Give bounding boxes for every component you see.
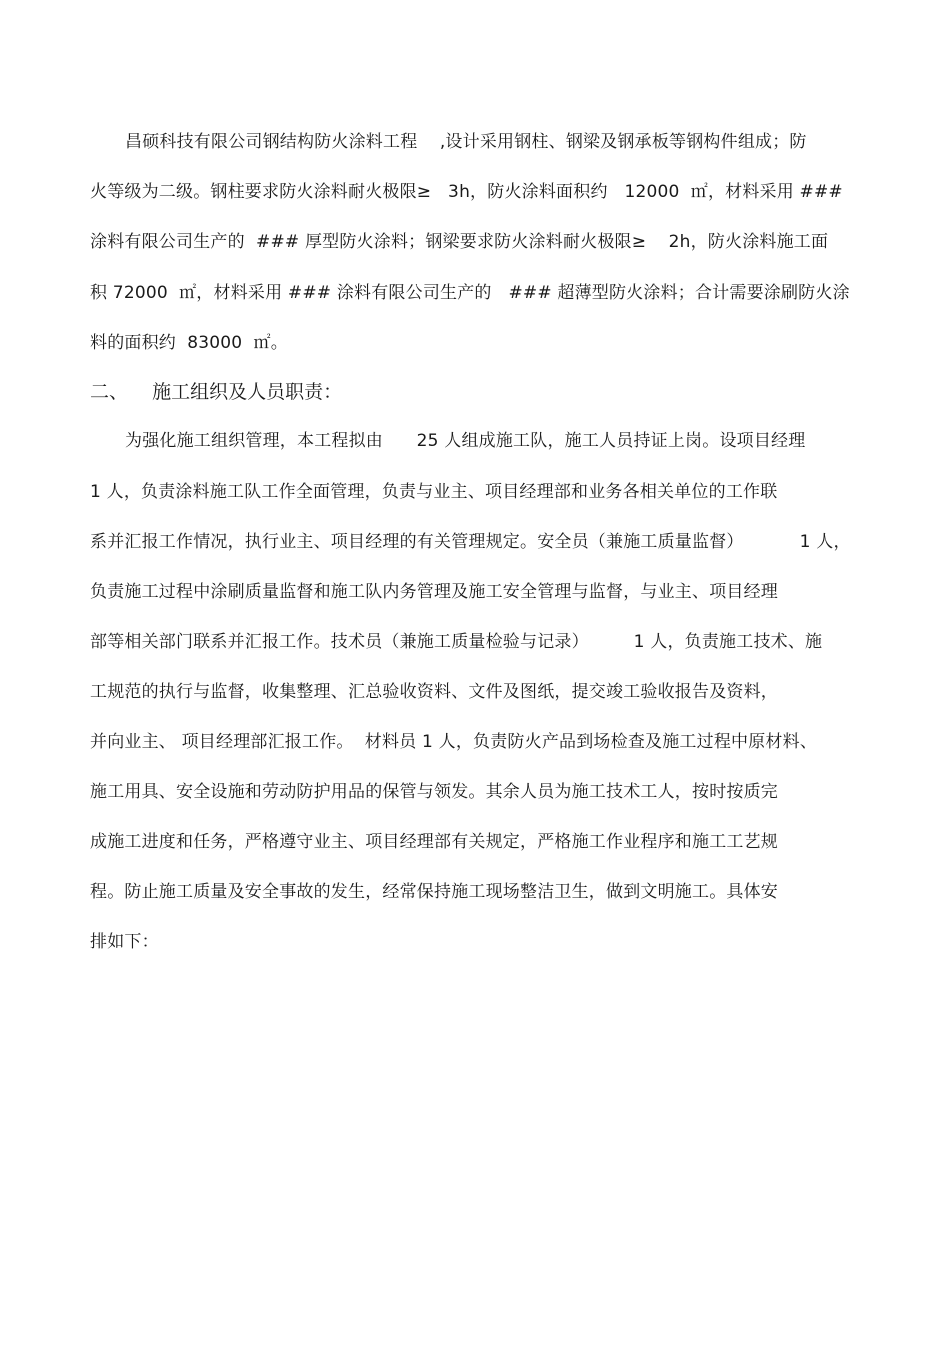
paragraph1-line-1: 昌硕科技有限公司钢结构防火涂料工程 ,设计采用钢柱、钢梁及钢承板等钢构件组成；防 xyxy=(125,132,807,152)
paragraph2-line-3: 系并汇报工作情况，执行业主、项目经理的有关管理规定。安全员（兼施工质量监督） 1 人， xyxy=(90,532,851,552)
paragraph2-line-5: 部等相关部门联系并汇报工作。技术员（兼施工质量检验与记录） 1 人，负责施工技术、施 xyxy=(90,632,823,652)
paragraph2-line-6: 工规范的执行与监督，收集整理、汇总验收资料、文件及图纸，提交竣工验收报告及资料， xyxy=(90,682,778,702)
paragraph2-line-4: 负责施工过程中涂刷质量监督和施工队内务管理及施工安全管理与监督，与业主、项目经理 xyxy=(90,582,778,602)
paragraph2-line-1: 为强化施工组织管理，本工程拟由 25 人组成施工队，施工人员持证上岗。设项目经理 xyxy=(125,431,806,451)
paragraph2-line-8: 施工用具、安全设施和劳动防护用品的保管与领发。其余人员为施工技术工人，按时按质完 xyxy=(90,782,778,802)
paragraph2-line-11: 排如下： xyxy=(90,932,159,952)
paragraph2-line-7: 并向业主、 项目经理部汇报工作。 材料员 1 人，负责防火产品到场检查及施工过程中原材料、 xyxy=(90,732,818,752)
paragraph1-line-3: 涂料有限公司生产的 ### 厚型防火涂料；钢梁要求防火涂料耐火极限≥ 2h，防火涂料施工面 xyxy=(90,232,829,252)
section-heading: 二、 施工组织及人员职责： xyxy=(90,381,343,403)
paragraph1-line-4: 积 72000 ㎡，材料采用 ### 涂料有限公司生产的 ### 超薄型防火涂料；合计需要涂刷防火涂 xyxy=(90,283,850,303)
paragraph1-line-5: 料的面积约 83000 ㎡。 xyxy=(90,333,288,353)
paragraph1-line-2: 火等级为二级。钢柱要求防火涂料耐火极限≥ 3h，防火涂料面积约 12000 ㎡，材料采用 ### xyxy=(90,182,843,202)
paragraph2-line-10: 程。防止施工质量及安全事故的发生，经常保持施工现场整洁卫生，做到文明施工。具体安 xyxy=(90,882,778,902)
paragraph2-line-2: 1 人，负责涂料施工队工作全面管理，负责与业主、项目经理部和业务各相关单位的工作联 xyxy=(90,482,778,502)
paragraph2-line-9: 成施工进度和任务，严格遵守业主、项目经理部有关规定，严格施工作业程序和施工工艺规 xyxy=(90,832,778,852)
